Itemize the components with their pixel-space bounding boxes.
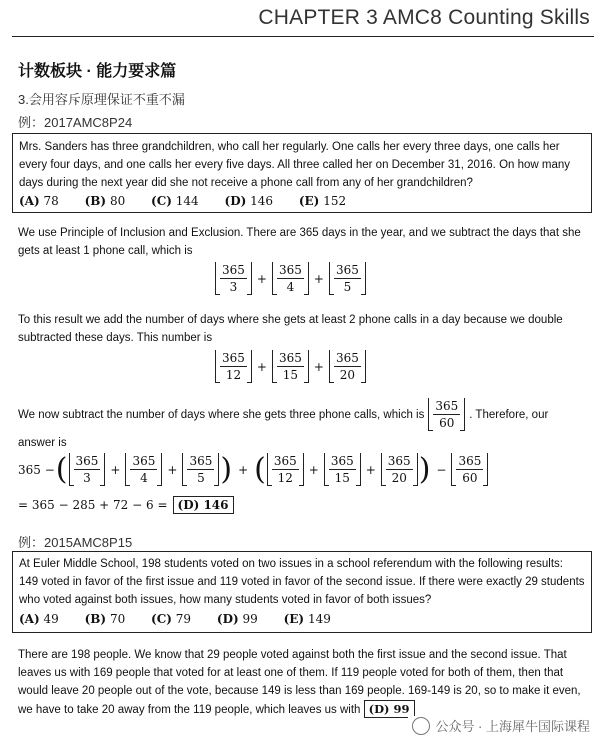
example1-problem-box xyxy=(12,133,592,213)
watermark: 公众号 · 上海犀牛国际课程 xyxy=(408,716,590,735)
choice-b: (B) 70 xyxy=(84,612,126,626)
choice-e: (E) 152 xyxy=(298,194,347,208)
answer2-box: (D) 99 xyxy=(364,700,415,718)
header-rule xyxy=(12,36,594,37)
choice-e: (E) 149 xyxy=(283,612,331,626)
choice-b: (B) 80 xyxy=(84,194,126,208)
example2-label: 例：2015AMC8P15 xyxy=(18,535,133,550)
choice-d: (D) 99 xyxy=(216,612,258,626)
sum2-expression: $\frac{365}{12}$ + $\frac{365}{15}$ + $\frac{365}{20}$ xyxy=(215,350,366,383)
choice-d: (D) 146 xyxy=(224,194,274,208)
final-answer-box: (D) 146 xyxy=(173,496,234,514)
wechat-icon xyxy=(412,717,430,735)
chapter-header: CHAPTER 3 AMC8 Counting Skills xyxy=(258,6,590,29)
choice-c: (C) 144 xyxy=(151,194,199,208)
section-title: 计数板块 · 能力要求篇 xyxy=(18,63,177,80)
full-expression: 365 − ( $\frac{365}{3}$ + $\frac{365}{4}$ + $\frac{365}{5}$ ) + ( $\frac{365}{12}$ + $\frac{365}{15}$ + $\frac{365}{20}$ ) − $\frac{365}{60}$ xyxy=(18,453,488,486)
example2-choices xyxy=(19,612,585,626)
example2-problem-box xyxy=(12,551,592,633)
example1-label: 例：2017AMC8P24 xyxy=(18,115,133,130)
sum1-expression: $\frac{365}{3}$ + $\frac{365}{4}$ + $\frac{365}{5}$ xyxy=(215,262,366,295)
final-line: = 365 − 285 + 72 − 6 = (D) 146 xyxy=(18,496,234,514)
choice-a: (A) 49 xyxy=(19,612,59,626)
example1-choices xyxy=(19,194,585,208)
example2-problem-text: At Euler Middle School, 198 students voted on two issues in a school referendum with the following results: 149 voted in favor of the first issue and 119 voted in favor of the second issue. If there were exactly 29 students who voted against both issues, how many students voted in favor of both issues? xyxy=(19,558,585,606)
choice-a: (A) 78 xyxy=(19,194,59,208)
subsection-title: 3.会用容斥原理保证不重不漏 xyxy=(18,92,185,107)
choice-c: (C) 79 xyxy=(151,612,192,626)
solution1-answer-is: answer is xyxy=(18,437,67,449)
solution1-paragraph2: To this result we add the number of days where she gets at least 2 phone calls in a day because we double subtracted these days. This number is xyxy=(18,314,563,344)
solution1-paragraph1: We use Principle of Inclusion and Exclusion. There are 365 days in the year, and we subtract the days that she gets at least 1 phone call, which is xyxy=(18,227,581,257)
example1-problem-text: Mrs. Sanders has three grandchildren, who call her regularly. One calls her every three days, one calls her every four days, and one calls her every five days. All three called her on December 31, 2016. On how many days during the next year did she not receive a phone call from any of her grandchildren? xyxy=(19,141,571,189)
solution2-paragraph: There are 198 people. We know that 29 people voted against both the first issue and the second issue. That leaves us with 169 people that voted for at least one of them. If 119 people voted for both of them, then that would leave 20 people out of the vote, because 149 is less than 169 people. 169-149 is 20, so to make it even, we have to take 20 away from the 119 people, which leaves us with (D) 99 xyxy=(18,649,581,716)
solution1-paragraph3: We now subtract the number of days where she gets three phone calls, which is $\frac{365}{60}$ . Therefore, our xyxy=(18,399,549,430)
